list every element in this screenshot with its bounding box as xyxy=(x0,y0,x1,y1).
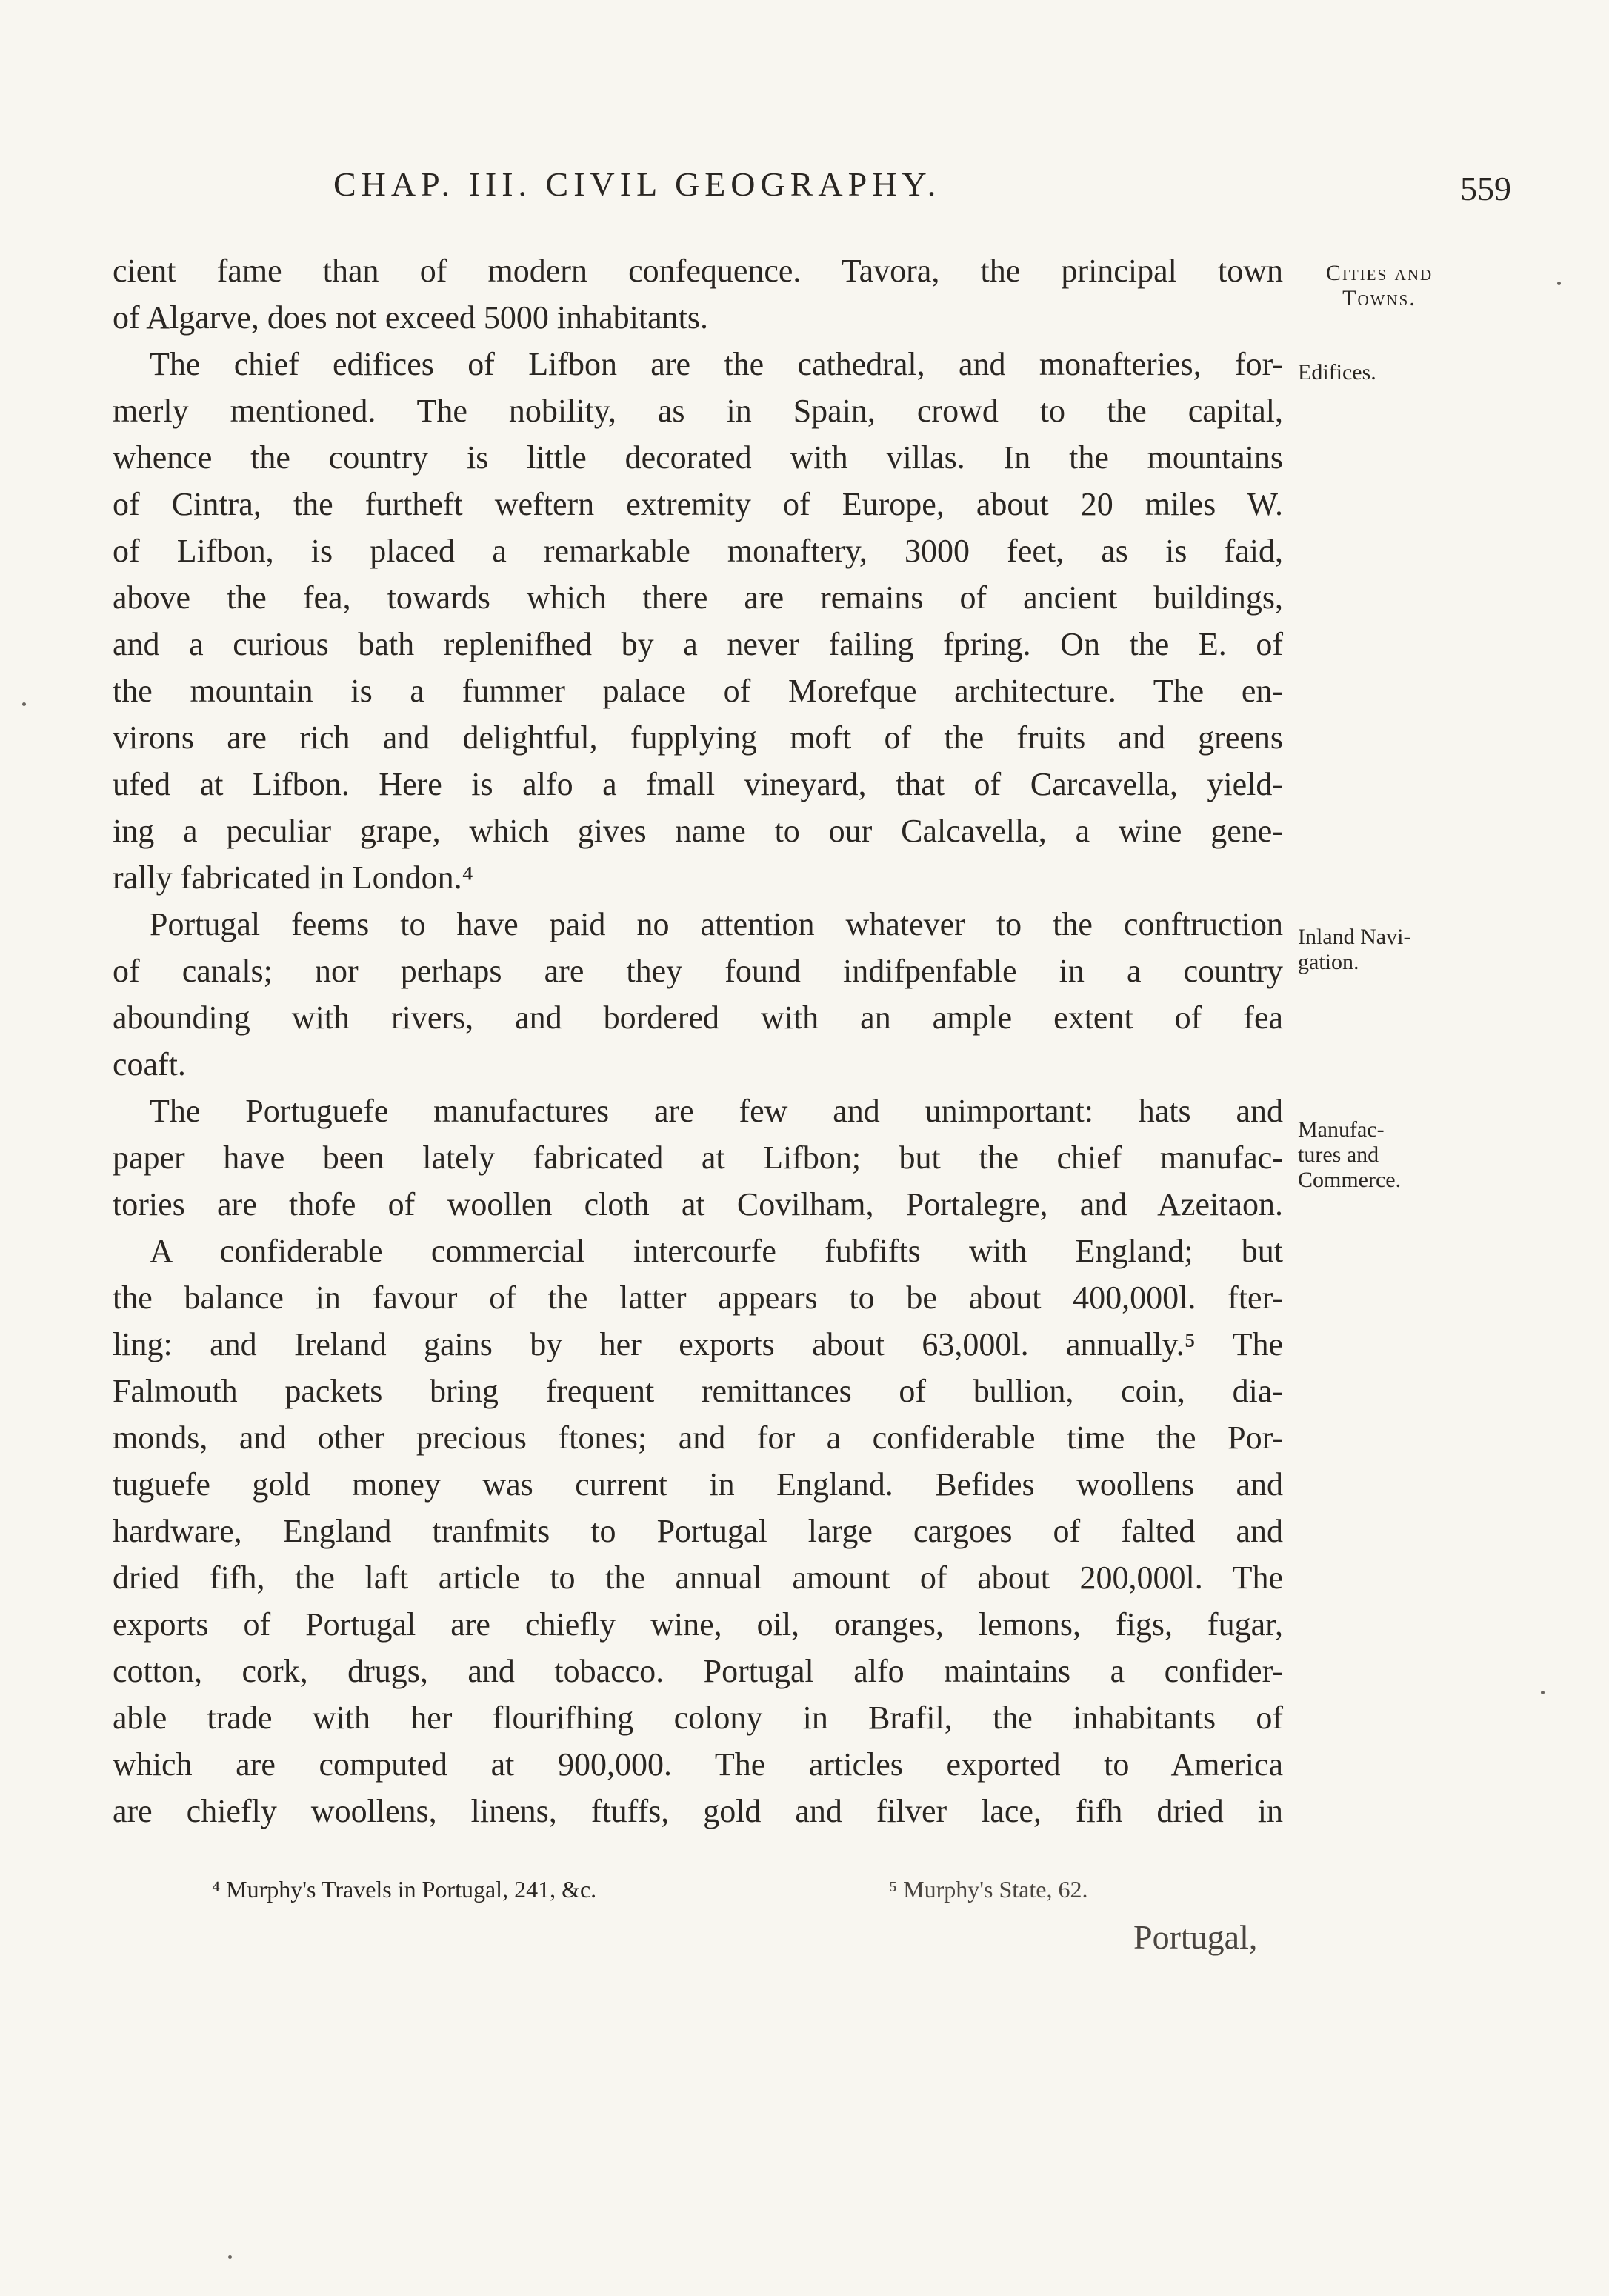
page-number: 559 xyxy=(1460,170,1511,207)
text-line: Portugal feems to have paid no attention whatever to the conftruction xyxy=(150,906,1283,942)
text-line: of Cintra, the furtheft weftern extremity of Europe, about 20 miles W. xyxy=(113,486,1283,522)
footnotes xyxy=(111,1876,1282,1913)
running-head xyxy=(111,164,1511,216)
catchword: Portugal, xyxy=(1133,1918,1258,1956)
text-line: above the fea, towards which there are remains of ancient buildings, xyxy=(113,579,1283,616)
text-line: ing a peculiar grape, which gives name to our Calcavella, a wine gene- xyxy=(113,813,1283,849)
text-line: the mountain is a fummer palace of Morefque architecture. The en- xyxy=(113,673,1283,709)
text-line: virons are rich and delightful, fupplying moft of the fruits and greens xyxy=(113,719,1283,756)
text-line: Falmouth packets bring frequent remittances of bullion, coin, dia- xyxy=(113,1373,1283,1409)
body-text xyxy=(113,247,1283,1834)
footnote-5: ⁵ Murphy's State, 62. xyxy=(889,1876,1088,1903)
text-line: and a curious bath replenifhed by a never failing fpring. On the E. of xyxy=(113,626,1283,662)
margin-note-line: Towns. xyxy=(1342,286,1416,310)
text-line: are chiefly woollens, linens, ftuffs, gold and filver lace, fifh dried in xyxy=(113,1793,1283,1829)
text-line: of Algarve, does not exceed 5000 inhabitants. xyxy=(113,299,709,336)
text-line: the balance in favour of the latter appears to be about 400,000l. fter- xyxy=(113,1280,1283,1316)
text-line: rally fabricated in London.⁴ xyxy=(113,859,473,896)
paper-speck xyxy=(228,2255,232,2259)
footnote-4: ⁴ Murphy's Travels in Portugal, 241, &c. xyxy=(212,1876,597,1903)
margin-note-line: Cities and xyxy=(1325,261,1433,285)
text-line: tuguefe gold money was current in England. Befides woollens and xyxy=(113,1466,1283,1503)
text-line: The chief edifices of Lifbon are the cathedral, and monafteries, for- xyxy=(150,346,1283,382)
text-line: ling: and Ireland gains by her exports about 63,000l. annually.⁵ The xyxy=(113,1326,1283,1362)
text-line: which are computed at 900,000. The articles exported to America xyxy=(113,1746,1283,1783)
text-line: hardware, England tranfmits to Portugal large cargoes of falted and xyxy=(113,1513,1283,1549)
text-line: The Portuguefe manufactures are few and unimportant: hats and xyxy=(150,1093,1283,1129)
text-line: exports of Portugal are chiefly wine, oil, oranges, lemons, figs, fugar, xyxy=(113,1606,1283,1643)
text-line: cient fame than of modern confequence. Tavora, the principal town xyxy=(113,253,1283,289)
text-line: abounding with rivers, and bordered with an ample extent of fea xyxy=(113,999,1283,1036)
text-line: able trade with her flourifhing colony in Brafil, the inhabitants of xyxy=(113,1700,1283,1736)
text-line: tories are thofe of woollen cloth at Covilham, Portalegre, and Azeitaon. xyxy=(113,1186,1283,1222)
margin-note-manufactures-and-commerce xyxy=(1298,1117,1461,1193)
paper-speck xyxy=(22,702,26,706)
margin-note-inland-navigation xyxy=(1298,925,1461,975)
margin-note-line: Commerce. xyxy=(1298,1168,1402,1192)
text-line: A confiderable commercial intercourfe fubfifts with England; but xyxy=(150,1233,1283,1269)
margin-note-line: tures and xyxy=(1298,1142,1379,1167)
text-line: of canals; nor perhaps are they found indifpenfable in a country xyxy=(113,953,1283,989)
text-line: of Lifbon, is placed a remarkable monaftery, 3000 feet, as is faid, xyxy=(113,533,1283,569)
margin-note-cities-and-towns xyxy=(1298,261,1461,311)
chapter-title: CHAP. III. CIVIL GEOGRAPHY. xyxy=(333,165,942,203)
text-line: coaft. xyxy=(113,1046,186,1082)
text-line: ufed at Lifbon. Here is alfo a fmall vineyard, that of Carcavella, yield- xyxy=(113,766,1283,802)
margin-note-line: Inland Navi- xyxy=(1298,925,1411,949)
margin-note-line: gation. xyxy=(1298,950,1359,974)
margin-note-line: Manufac- xyxy=(1298,1117,1385,1142)
text-line: merly mentioned. The nobility, as in Spain, crowd to the capital, xyxy=(113,393,1283,429)
margin-note-edifices: Edifices. xyxy=(1298,360,1376,385)
text-line: whence the country is little decorated with villas. In the mountains xyxy=(113,439,1283,476)
text-line: dried fifh, the laft article to the annual amount of about 200,000l. The xyxy=(113,1560,1283,1596)
text-line: cotton, cork, drugs, and tobacco. Portugal alfo maintains a confider- xyxy=(113,1653,1283,1689)
paper-speck xyxy=(1557,282,1561,285)
text-line: monds, and other precious ftones; and for a confiderable time the Por- xyxy=(113,1420,1283,1456)
paper-speck xyxy=(1541,1691,1545,1694)
text-line: paper have been lately fabricated at Lifbon; but the chief manufac- xyxy=(113,1139,1283,1176)
